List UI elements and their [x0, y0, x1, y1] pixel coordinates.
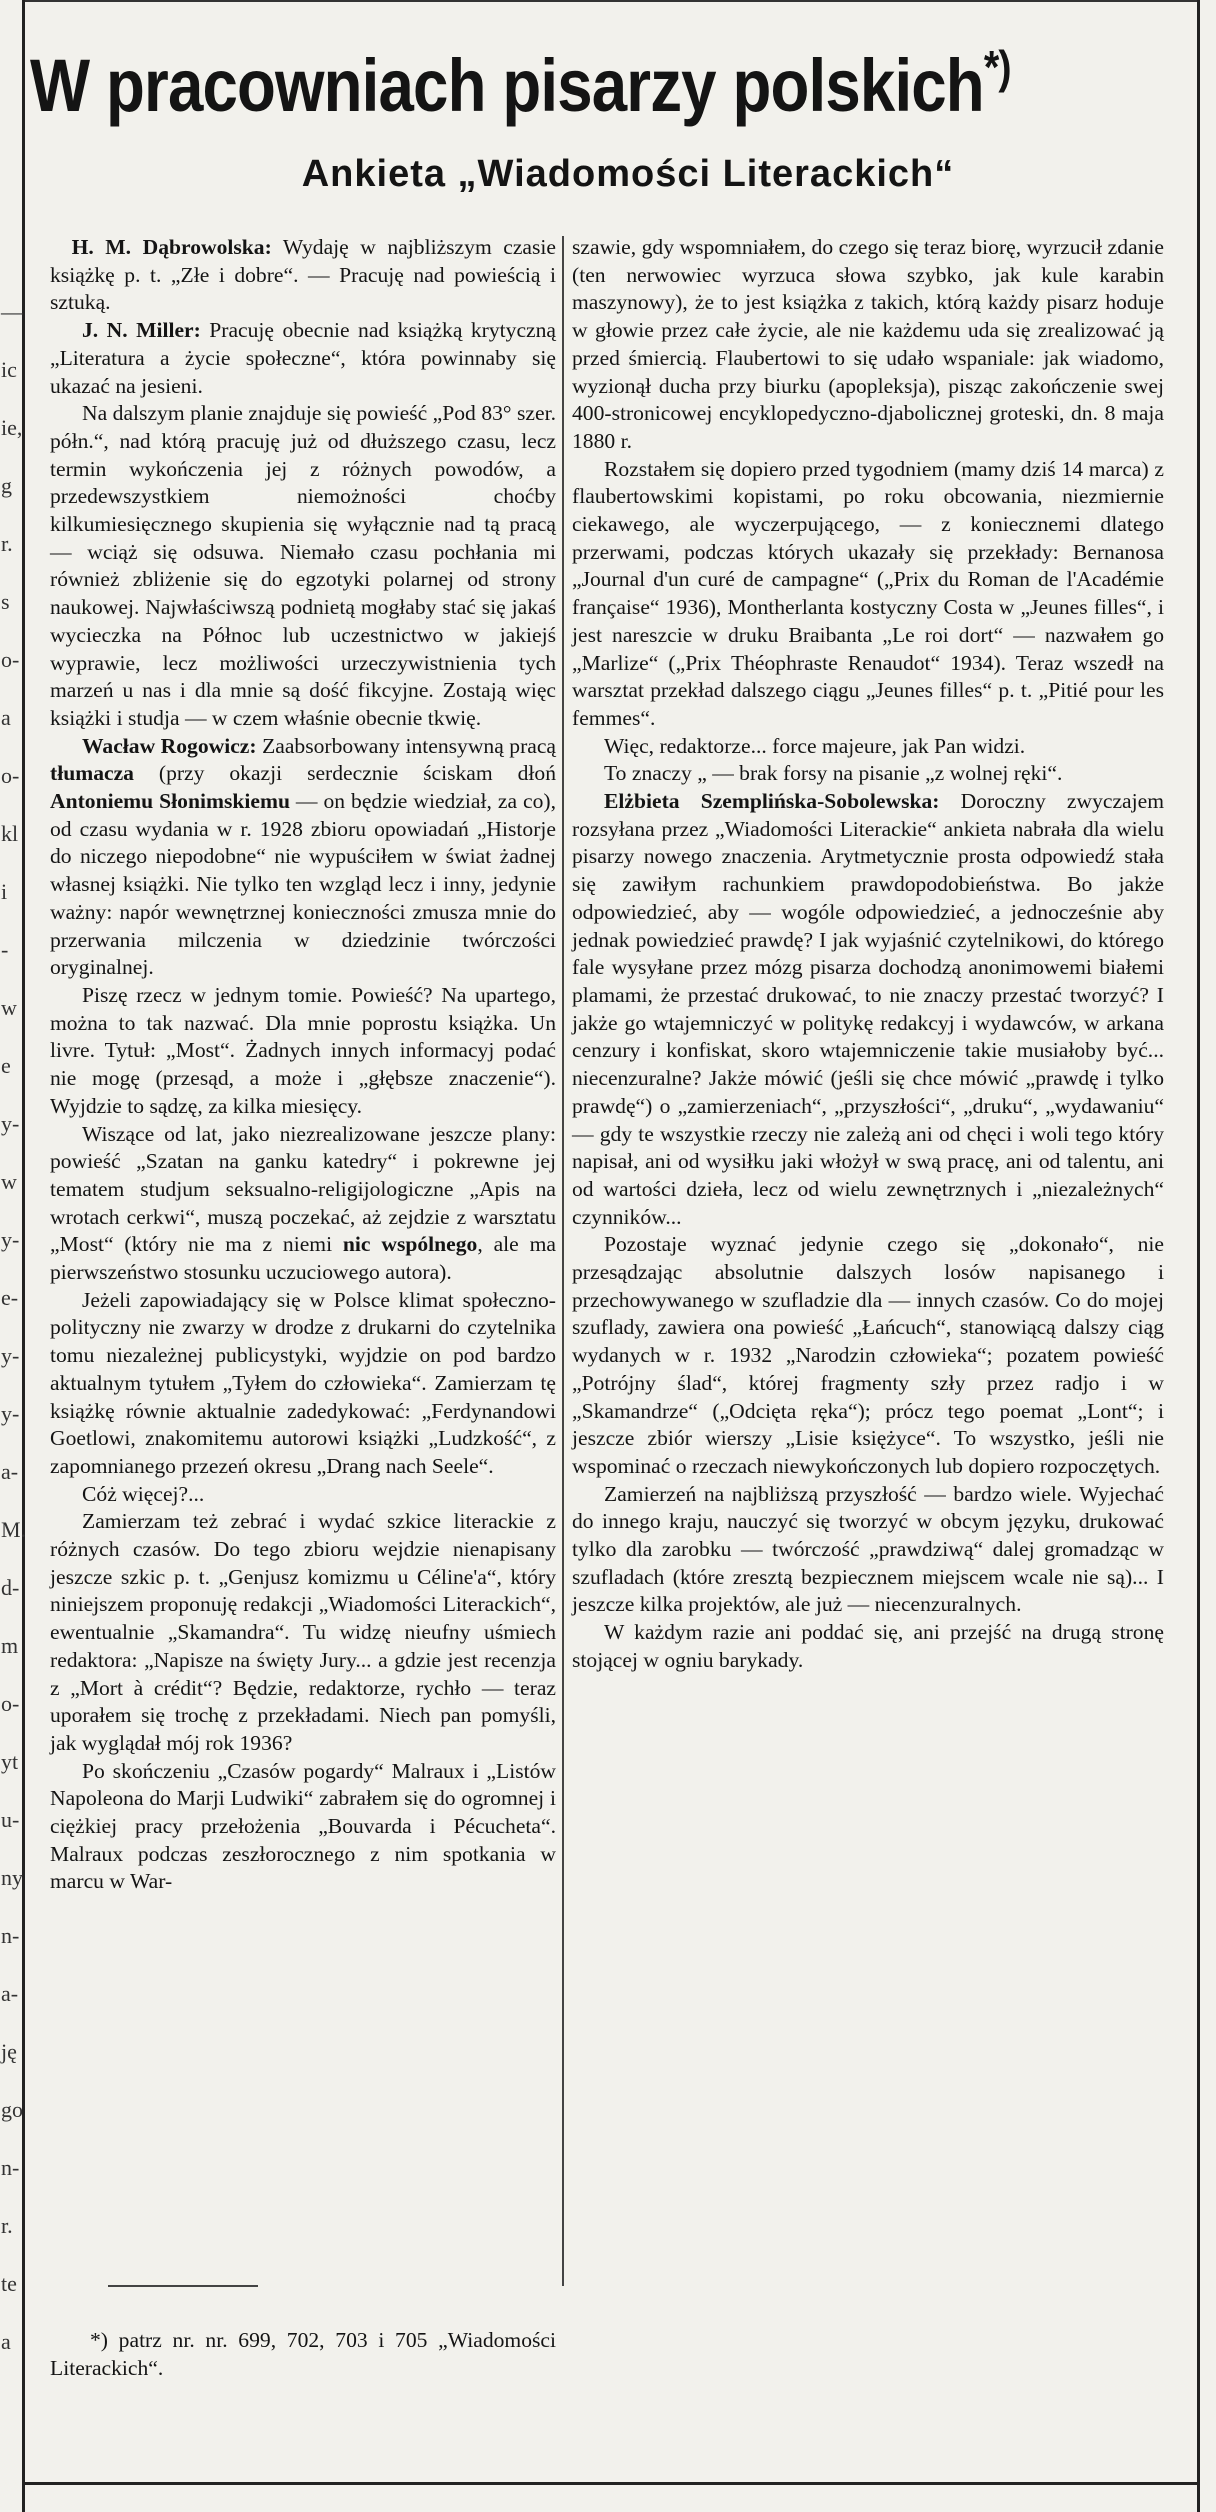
paragraph-text: — on będzie wiedział, za co), od czasu wydania w r. 1928 zbioru opowiadań „Historje do niczego niepodobne“ nie wypuściłem w świat żadnej własnej książki. Nie tylko ten wzgląd lecz i inny, jedynie ważny: napór wewnętrznej konieczności zmusza mnie do przerwania milczenia w dziedzinie twórczości oryginalnej. — [50, 789, 556, 980]
margin-fragment: n- — [1, 1923, 20, 1948]
margin-fragment: a- — [1, 1981, 19, 2006]
author-name: Wacław Rogowicz: — [82, 733, 257, 758]
margin-fragment: w — [1, 1169, 17, 1194]
margin-fragment: g — [1, 473, 12, 498]
margin-fragment: w — [1, 995, 17, 1020]
paragraph — [50, 1121, 556, 1287]
paragraph: Pozostaje wyznać jedynie czego się „dokonało“, nie przesądzając absolutnie dalszych losów napisanego i przechowywanego w szufladzie dla — innych czasów. Co do mojej szuflady, zawiera ona powieść „Łańcuch“, stanowiącą dalszy ciąg wydanych w r. 1932 „Narodzin człowieka“; pozatem powieść „Potrójny ślad“, której fragmenty szły przez radjo i w „Skamandrze“ („Odcięta ręka“); prócz tego poemat „Lont“; i jeszcze zbiór wierszy „Lisie księżyce“. To wszystko, jeśli nie wspominać o rzeczach niewykończonych lub dopiero rozpoczętych. — [572, 1232, 1164, 1478]
margin-fragment: kl — [1, 821, 19, 846]
left-margin-strip — [0, 0, 25, 2512]
margin-fragment: e — [1, 1053, 11, 1078]
paragraph-text: Doroczny zwyczajem rozsyłana przez „Wiadomości Literackie“ ankieta nabrała dla wielu pisarzy nowego znaczenia. Arytmetycznie prosta odpowiedź stała się zawiłym rachunkiem prawdopodobieństwa. Bo jakże odpowiedzieć, aby — wogóle odpowiedzieć, a jednocześnie aby jednak powiedzieć prawdę? I jak wyjaśnić czytelnikowi, do którego fale wysyłane przez mózg pisarza dochodzą anonimowemi białemi plamami, że przestać drukować, to nie znaczy przestać tworzyć? I jakże go wtajemniczyć w politykę redakcyj i wydawców, w arkana cenzury i konfiskat, skoro wtajemniczenie takie musiałoby być... niecenzuralne? Jakże mówić (jeśli się chce mówić „prawdę i tylko prawdę“) o „zamierzeniach“, „przyszłości“, „druku“, „wydawaniu“ — gdy te wszystkie rzeczy nie zależą ani od chęci i woli tego który napisał, ani od wysiłku jaki włożył w swą pracę, ani od talentu, ani od wartości dzieła, lecz od wielu zewnętrznych i „niezależnych“ czynników... — [572, 789, 1164, 1229]
margin-fragment: ic — [1, 357, 17, 382]
margin-fragment: o- — [1, 647, 20, 672]
margin-fragment: e- — [1, 1285, 19, 1310]
author-name: J. N. Miller: — [82, 318, 201, 343]
paragraph-text: Zaabsorbowany intensywną pracą — [256, 733, 557, 758]
margin-fragment: - — [1, 937, 9, 962]
paragraph: Więc, redaktorze... force majeure, jak Pan widzi. — [604, 733, 1026, 758]
left-column — [50, 234, 556, 1896]
margin-fragment: i — [1, 879, 8, 904]
bottom-rule — [22, 2482, 1200, 2485]
paragraph-rogowicz — [50, 733, 556, 982]
bold-text: nic wspólnego — [342, 1232, 478, 1257]
margin-fragment: ie, — [1, 415, 23, 440]
author-name: H. M. Dąbrowolska: — [71, 235, 272, 259]
margin-fragment: a- — [1, 1459, 19, 1484]
paragraph-szemplinska — [572, 788, 1164, 1231]
margin-fragment: o- — [1, 763, 20, 788]
paragraph: W każdym razie ani poddać się, ani przejść na drugą stronę stojącej w ogniu barykady. — [572, 1620, 1164, 1672]
paragraph-text: Wiszące od lat, jako niezrealizowane jeszcze plany: powieść „Szatan na ganku katedry“ i pokrewne jej tematem studjum seksualno-religijologiczne „Apis na wrotach cerkwi“, muszą poczekać, aż zejdzie z warsztatu „Most“ (który nie ma z niemi — [50, 1121, 556, 1257]
paragraph: szawie, gdy wspomniałem, do czego się teraz biorę, wyrzucił zdanie (ten nerwowiec wyrzuca słowa szybko, jak kule karabin maszynowy), że to jest książka z takich, którą każdy pisarz hoduje w głowie przez całe życie, ale nie każdemu uda się zrealizować ją przed śmiercią. Flaubertowi to się udało wspaniale: jak wiadomo, wyzionął ducha przy biurku (apopleksja), pisząc zakończenie swej 400-stronicowej encyklopedyczno-djabolicznej groteski, dn. 8 maja 1880 r. — [572, 235, 1164, 453]
paragraph-text: , ale ma pierwszeństwo stosunku uczuciowego autora). — [50, 1232, 556, 1285]
paragraph-miller — [50, 317, 556, 400]
paragraph-text: Pracuję obecnie nad książką krytyczną „Literatura a życie społeczne“, która powinnaby się ukazać na jesieni. — [50, 318, 556, 398]
paragraph: Po skończeniu „Czasów pogardy“ Malraux i „Listów Napoleona do Marji Ludwiki“ zabrałem się do ogromnej i ciężkiej pracy przełożenia „Bouvarda i Pécucheta“. Malraux podczas zeszłorocznego z nim spotkania w marcu w War- — [50, 1758, 556, 1894]
margin-fragment: u- — [1, 1807, 20, 1832]
margin-fragment: o- — [1, 1691, 20, 1716]
margin-fragment: r. — [1, 531, 13, 556]
paragraph: Cóż więcej?... — [82, 1481, 205, 1506]
right-column — [572, 234, 1164, 1675]
footnote-text: *) patrz nr. nr. 699, 702, 703 i 705 „Wiadomości Literackich“. — [50, 2328, 556, 2380]
margin-fragment: a — [1, 2329, 11, 2354]
right-margin-strip — [1197, 0, 1216, 2512]
margin-fragment: d- — [1, 1575, 20, 1600]
footnote — [50, 2326, 556, 2382]
margin-fragment: ny — [1, 1865, 23, 1890]
margin-fragment: r. — [1, 2213, 13, 2238]
bold-text: Antoniemu Słonimskiemu — [50, 789, 290, 814]
footnote-rule — [108, 2285, 258, 2287]
paragraph: Zamierzeń na najbliższą przyszłość — bardzo wiele. Wyjechać do innego kraju, nauczyć się tworzyć w obcym języku, drukować tylko dla zarobku — twórczość „prawdziwą“ dalej gromadząc w szufladach (które zresztą bezpiecznem miejscem wcale nie są)... I jeszcze kilka projektów, ale już — niecenzuralnych. — [572, 1481, 1164, 1617]
paragraph-dabrowolska — [50, 234, 556, 317]
margin-fragment: y- — [1, 1401, 20, 1426]
article-subtitle: Ankieta „Wiadomości Literackich“ — [301, 153, 955, 195]
article-title-text: W pracowniach pisarzy polskich — [30, 44, 984, 127]
margin-fragment: y- — [1, 1227, 20, 1252]
paragraph: Jeżeli zapowiadający się w Polsce klimat społeczno-polityczny nie zwarzy w drodze z drukarni do czytelnika tomu niezależnej publicystyki, wyjdzie on pod bardzo aktualnym tytułem „Tyłem do człowieka“. Zamierzam tę książkę równie aktualnie zadedykować: „Ferdynandowi Goetlowi, znakomitemu autorowi książki „Ludzkość“, z zapomnianego przezeń okresu „Drang nach Seele“. — [50, 1287, 556, 1478]
paragraph: Piszę rzecz w jednym tomie. Powieść? Na upartego, można to tak nazwać. Dla mnie poprostu książka. Un livre. Tytuł: „Most“. Żadnych innych informacyj podać nie mogę (przesąd, a może i „głębsze znaczenie“). Wyjdzie to sądzę, za kilka miesięcy. — [50, 982, 556, 1118]
margin-fragment: — — [1, 299, 23, 324]
margin-fragment: s — [1, 589, 10, 614]
margin-fragment: y- — [1, 1343, 20, 1368]
column-divider — [562, 236, 564, 2286]
paragraph: Rozstałem się dopiero przed tygodniem (mamy dziś 14 marca) z flaubertowskimi kopistami, po roku obcowania, niezmiernie ciekawego, ale wyczerpującego, — z koniecznemi dlatego przerwami, podczas których ukazały się przekłady: Bernanosa „Journal d'un curé de campagne“ („Prix du Roman de l'Académie française“ 1936), Montherlanta kostyczny Costa w „Jeunes filles“, i jest nareszcie w druku Braibanta „Le roi dort“ — nazwałem go „Marlize“ („Prix Théophraste Renaudot“ 1934). Teraz wszedł na warsztat przekład dalszego ciągu „Jeunes filles“ p. t. „Pitié pour les femmes“. — [572, 456, 1164, 730]
margin-fragment: te — [1, 2271, 17, 2296]
title-footnote-mark: *) — [983, 41, 1011, 93]
paragraph-text: (przy okazji serdecznie ściskam dłoń — [133, 761, 556, 786]
margin-fragment: yt — [1, 1749, 19, 1774]
paragraph: Zamierzam też zebrać i wydać szkice literackie z różnych czasów. Do tego zbioru wejdzie nienapisany jeszcze szkic p. t. „Genjusz komizmu u Céline'a“, który niniejszem proponuję redakcji „Wiadomości Literackich“, ewentualnie „Skamandra“. Tu widzę nieufny uśmiech redaktora: „Napisze na święty Jury... a gdzie jest recenzja z „Mort à crédit“? Będzie, redaktorze, rychło — teraz uporałem się trochę z przekładami. Niech pan pomyśli, jak wyglądał mój rok 1936? — [50, 1509, 556, 1755]
top-rule — [22, 0, 1200, 2]
author-name: Elżbieta Szemplińska-Sobolewska: — [604, 789, 940, 814]
margin-fragment: m — [1, 1633, 19, 1658]
margin-fragment: y- — [1, 1111, 20, 1136]
margin-fragment: ję — [1, 2039, 17, 2064]
paragraph: To znaczy „ — brak forsy na pisanie „z wolnej ręki“. — [604, 761, 1063, 786]
margin-fragment: M. — [1, 1517, 27, 1542]
bold-text: tłumacza — [50, 761, 134, 786]
paragraph: Na dalszym planie znajduje się powieść „Pod 83° szer. półn.“, nad którą pracuję już od dłuższego czasu, lecz termin wykończenia jej z różnych powodów, a przedewszystkiem niemożności choćby kilkumiesięcznego skupienia się wyłącznie nad tą pracą — wciąż się odsuwa. Niemało czasu pochłania mi również zbliżenie się do egzotyki polarnej od strony naukowej. Najwłaściwszą podnietą mogłaby stać się jakaś wycieczka na Północ lub uczestnictwo w jakiejś wyprawie, lecz możliwości urzeczywistnienia tych marzeń u nas i dla mnie są dość fikcyjne. Zostają więc książki i studja — w czem właśnie obecnie tkwię. — [50, 401, 556, 730]
margin-fragment: a — [1, 705, 11, 730]
margin-fragment: go — [1, 2097, 23, 2122]
paragraph-text: Wydaję w najbliższym czasie książkę p. t. „Złe i dobre“. — Pracuję nad powieścią i sztuką. — [50, 235, 556, 315]
margin-fragment: n- — [1, 2155, 20, 2180]
article-title — [30, 22, 1036, 131]
